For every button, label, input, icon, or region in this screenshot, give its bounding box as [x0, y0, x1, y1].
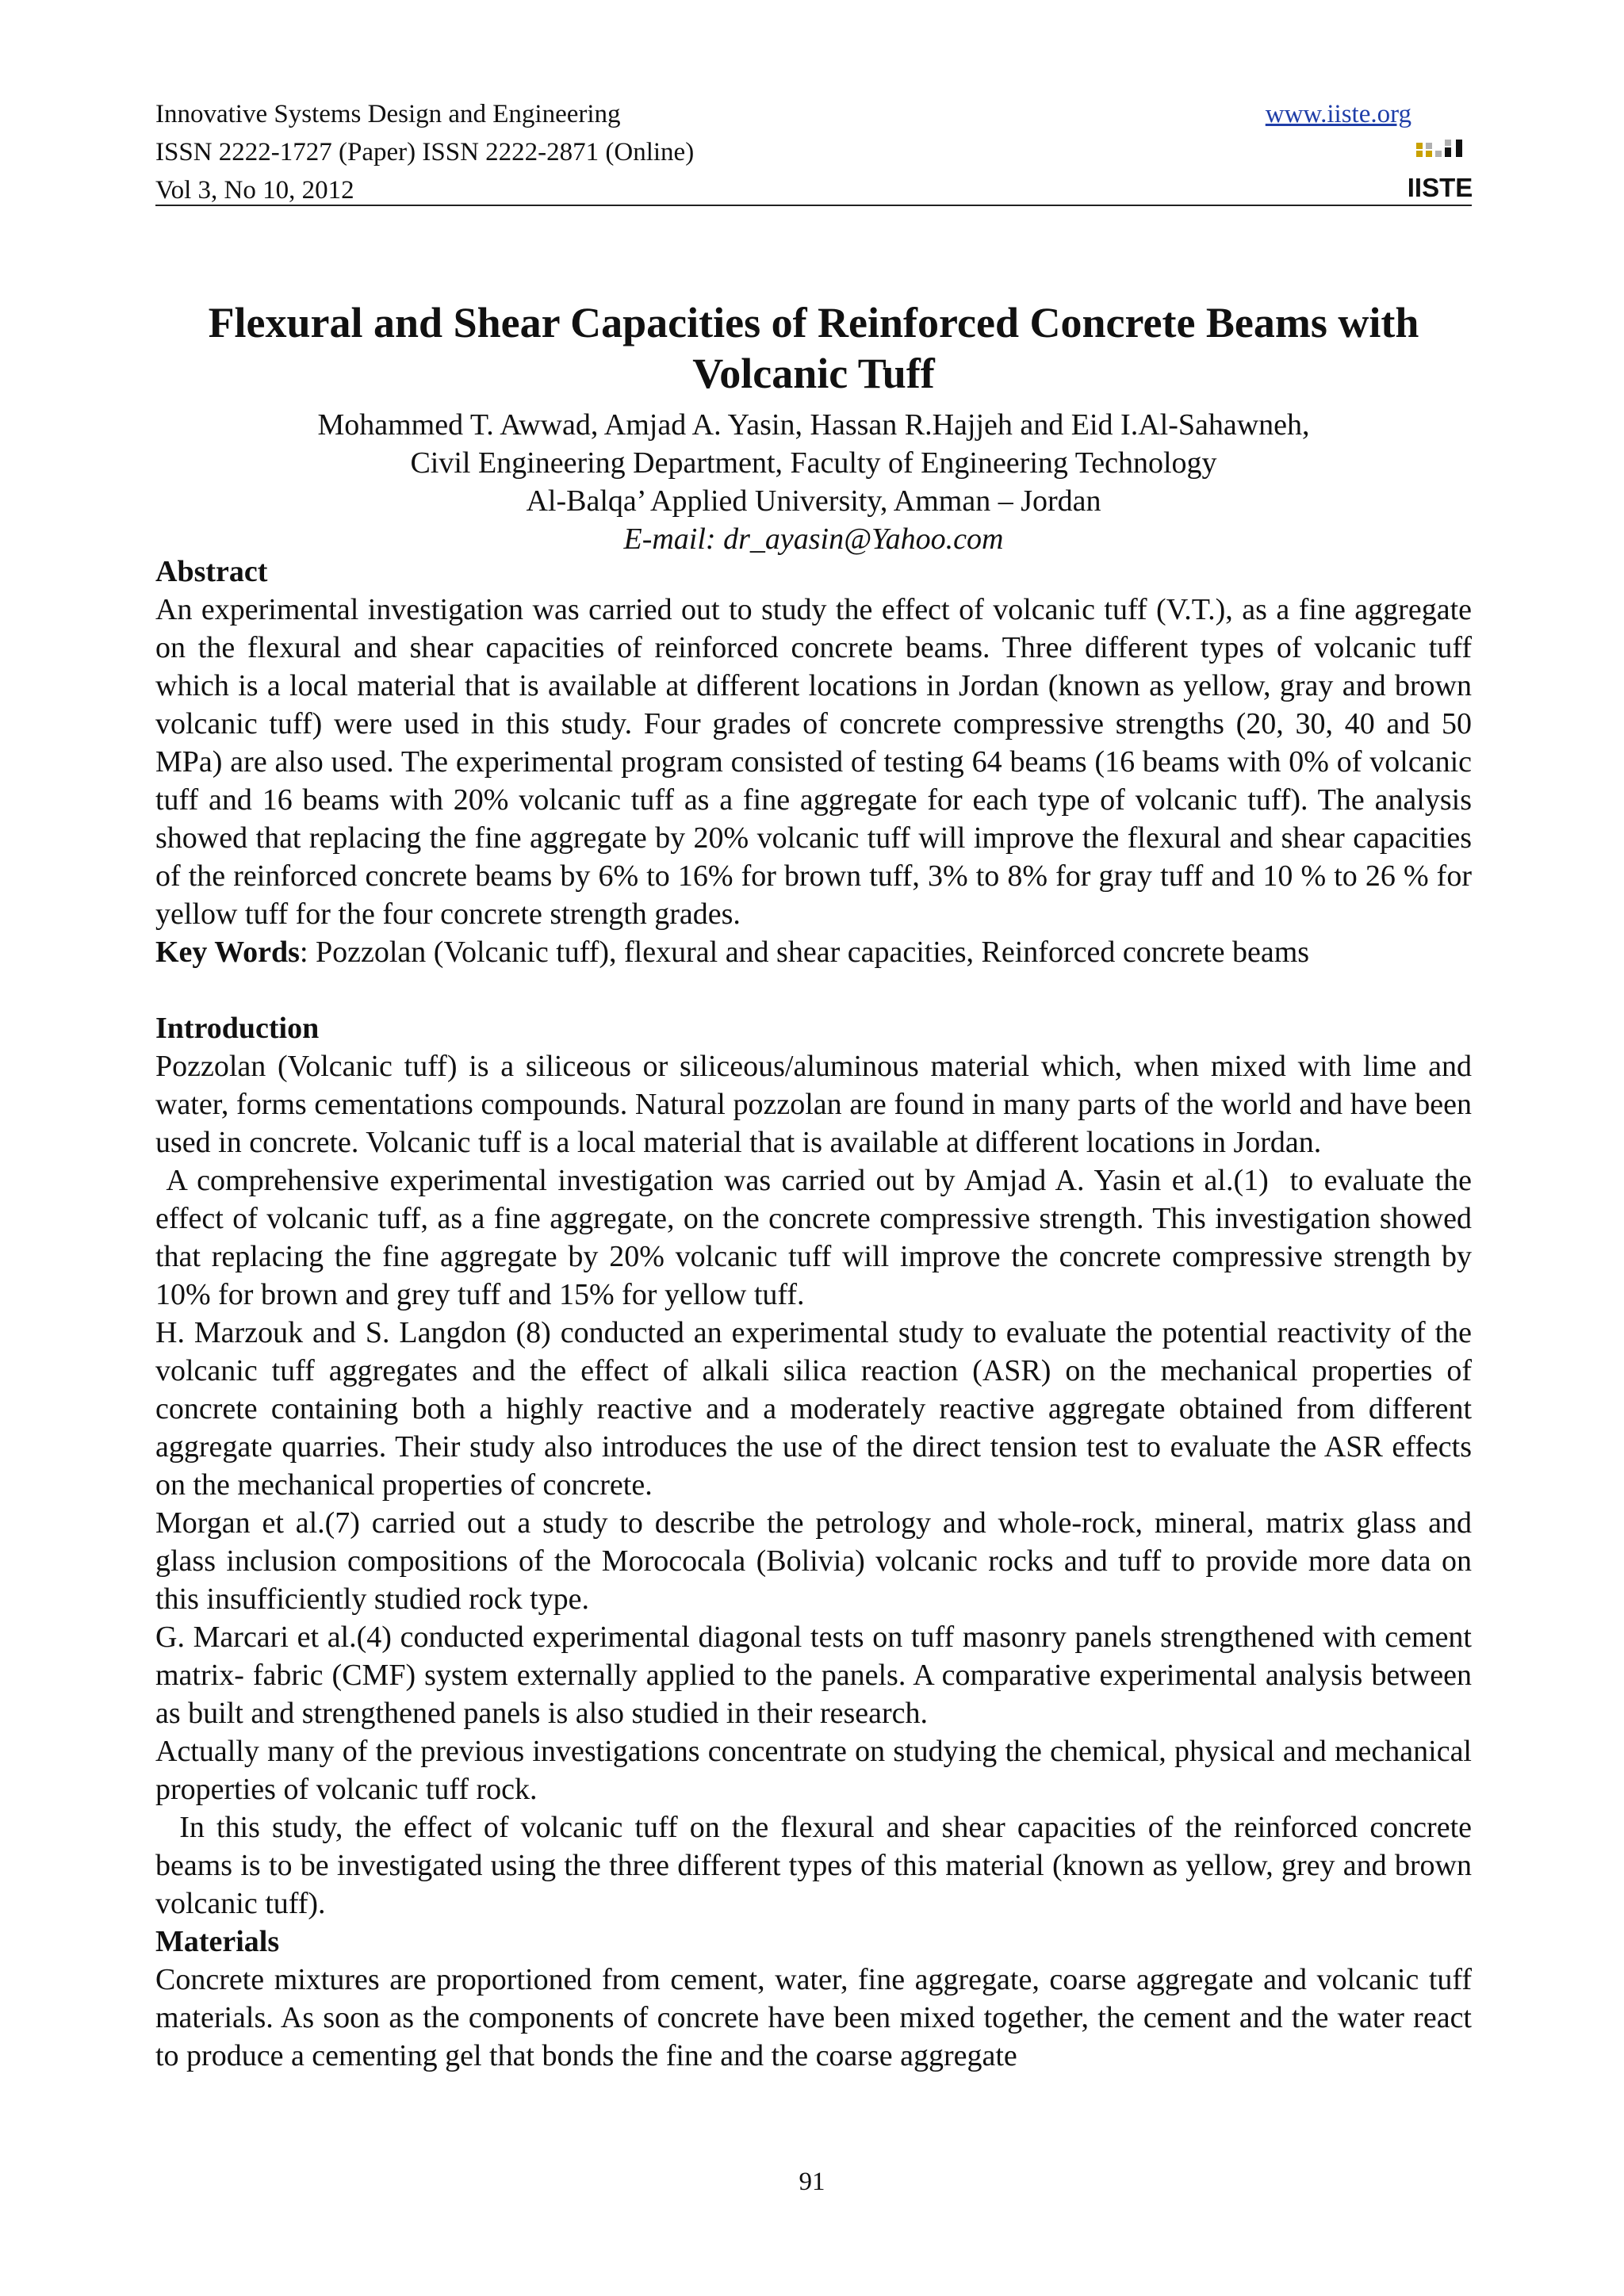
intro-paragraph-7: In this study, the effect of volcanic tuff on the flexural and shear capacities of the reinforced concrete beams is to be investigated using the three different types of this material (known as yellow, grey and brown volcanic tuff). — [155, 1811, 1480, 1920]
university: Al-Balqa’ Applied University, Amman – Jordan — [526, 484, 1101, 518]
page-number: 91 — [799, 2168, 825, 2196]
intro-paragraph-3: H. Marzouk and S. Langdon (8) conducted an experimental study to evaluate the potential reactivity of the volcanic tuff aggregates and the effect of alkali silica reaction (ASR) on the mechanical properties of concrete containing both a highly reactive and a moderately reactive aggregate obtained from different aggregate quarries. Their study also introduces the use of the direct tension test to evaluate the ASR effects on the mechanical properties of concrete. — [155, 1316, 1472, 1502]
materials-text: Concrete mixtures are proportioned from cement, water, fine aggregate, coarse aggregate and volcanic tuff materials. As soon as the components of concrete have been mixed together, the cement and the water react to produce a cementing gel that bonds the fine and the coarse aggregate — [155, 1963, 1472, 2072]
keywords-label: Key Words — [155, 936, 300, 969]
title-line-2: Volcanic Tuff — [692, 350, 935, 397]
paper-title — [155, 297, 1472, 399]
journal-info — [155, 95, 694, 209]
authors: Mohammed T. Awwad, Amjad A. Yasin, Hassan R.Hajjeh and Eid I.Al-Sahawneh, — [317, 408, 1310, 442]
paper-body — [155, 553, 1480, 2075]
journal-header — [155, 95, 1472, 205]
keywords — [155, 933, 1472, 971]
logo-text: IISTE — [1407, 173, 1473, 202]
email: E-mail: dr_ayasin@Yahoo.com — [623, 522, 1004, 556]
intro-paragraph-2: A comprehensive experimental investigation was carried out by Amjad A. Yasin et al.(1) to evaluate the effect of volcanic tuff, as a fine aggregate, on the concrete compressive strength. This investigation showed that replacing the fine aggregate by 20% volcanic tuff will improve the concrete compressive strength by 10% for brown and grey tuff and 15% for yellow tuff. — [155, 1164, 1480, 1311]
abstract-heading: Abstract — [155, 555, 268, 588]
materials-heading: Materials — [155, 1925, 280, 1958]
iiste-logo-icon — [1407, 138, 1473, 203]
section-gap — [155, 971, 1472, 1009]
intro-paragraph-5: G. Marcari et al.(4) conducted experimental diagonal tests on tuff masonry panels strengthened with cement matrix- fabric (CMF) system externally applied to the panels. A comparative experimental analysis between as built and strengthened panels is also studied in their research. — [155, 1621, 1472, 1730]
abstract-text: An experimental investigation was carried out to study the effect of volcanic tuff (V.T.), as a fine aggregate on the flexural and shear capacities of reinforced concrete beams. Three different types of volcanic tuff which is a local material that is available at different locations in Jordan (known as yellow, gray and brown volcanic tuff) were used in this study. Four grades of concrete compressive strengths (20, 30, 40 and 50 MPa) are also used. The experimental program consisted of testing 64 beams (16 beams with 0% of volcanic tuff and 16 beams with 20% volcanic tuff as a fine aggregate for each type of volcanic tuff). The analysis showed that replacing the fine aggregate by 20% volcanic tuff will improve the flexural and shear capacities of the reinforced concrete beams by 6% to 16% for brown tuff, 3% to 8% for gray tuff and 10 % to 26 % for yellow tuff for the four concrete strength grades. — [155, 593, 1472, 931]
intro-paragraph-1: Pozzolan (Volcanic tuff) is a siliceous or siliceous/aluminous material which, when mixed with lime and water, forms cementations compounds. Natural pozzolan are found in many parts of the world and have been used in concrete. Volcanic tuff is a local material that is available at different locations in Jordan. — [155, 1050, 1472, 1159]
introduction-heading: Introduction — [155, 1012, 320, 1045]
journal-name: Innovative Systems Design and Engineering — [155, 100, 621, 128]
intro-paragraph-4: Morgan et al.(7) carried out a study to describe the petrology and whole-rock, mineral, matrix glass and glass inclusion compositions of the Morococala (Bolivia) volcanic rocks and tuff to provide more data on this insufficiently studied rock type. — [155, 1506, 1472, 1616]
title-line-1: Flexural and Shear Capacities of Reinforced Concrete Beams with — [208, 299, 1419, 346]
website-link[interactable]: www.iiste.org — [1265, 100, 1411, 128]
author-block — [155, 406, 1472, 558]
header-rule — [155, 205, 1472, 206]
keywords-text: : Pozzolan (Volcanic tuff), flexural and shear capacities, Reinforced concrete beams — [299, 936, 1310, 969]
volume-info: Vol 3, No 10, 2012 — [155, 176, 354, 205]
issn: ISSN 2222-1727 (Paper) ISSN 2222-2871 (Online) — [155, 138, 695, 166]
intro-paragraph-6: Actually many of the previous investigations concentrate on studying the chemical, physical and mechanical properties of volcanic tuff rock. — [155, 1735, 1472, 1806]
department: Civil Engineering Department, Faculty of Engineering Technology — [410, 446, 1217, 480]
